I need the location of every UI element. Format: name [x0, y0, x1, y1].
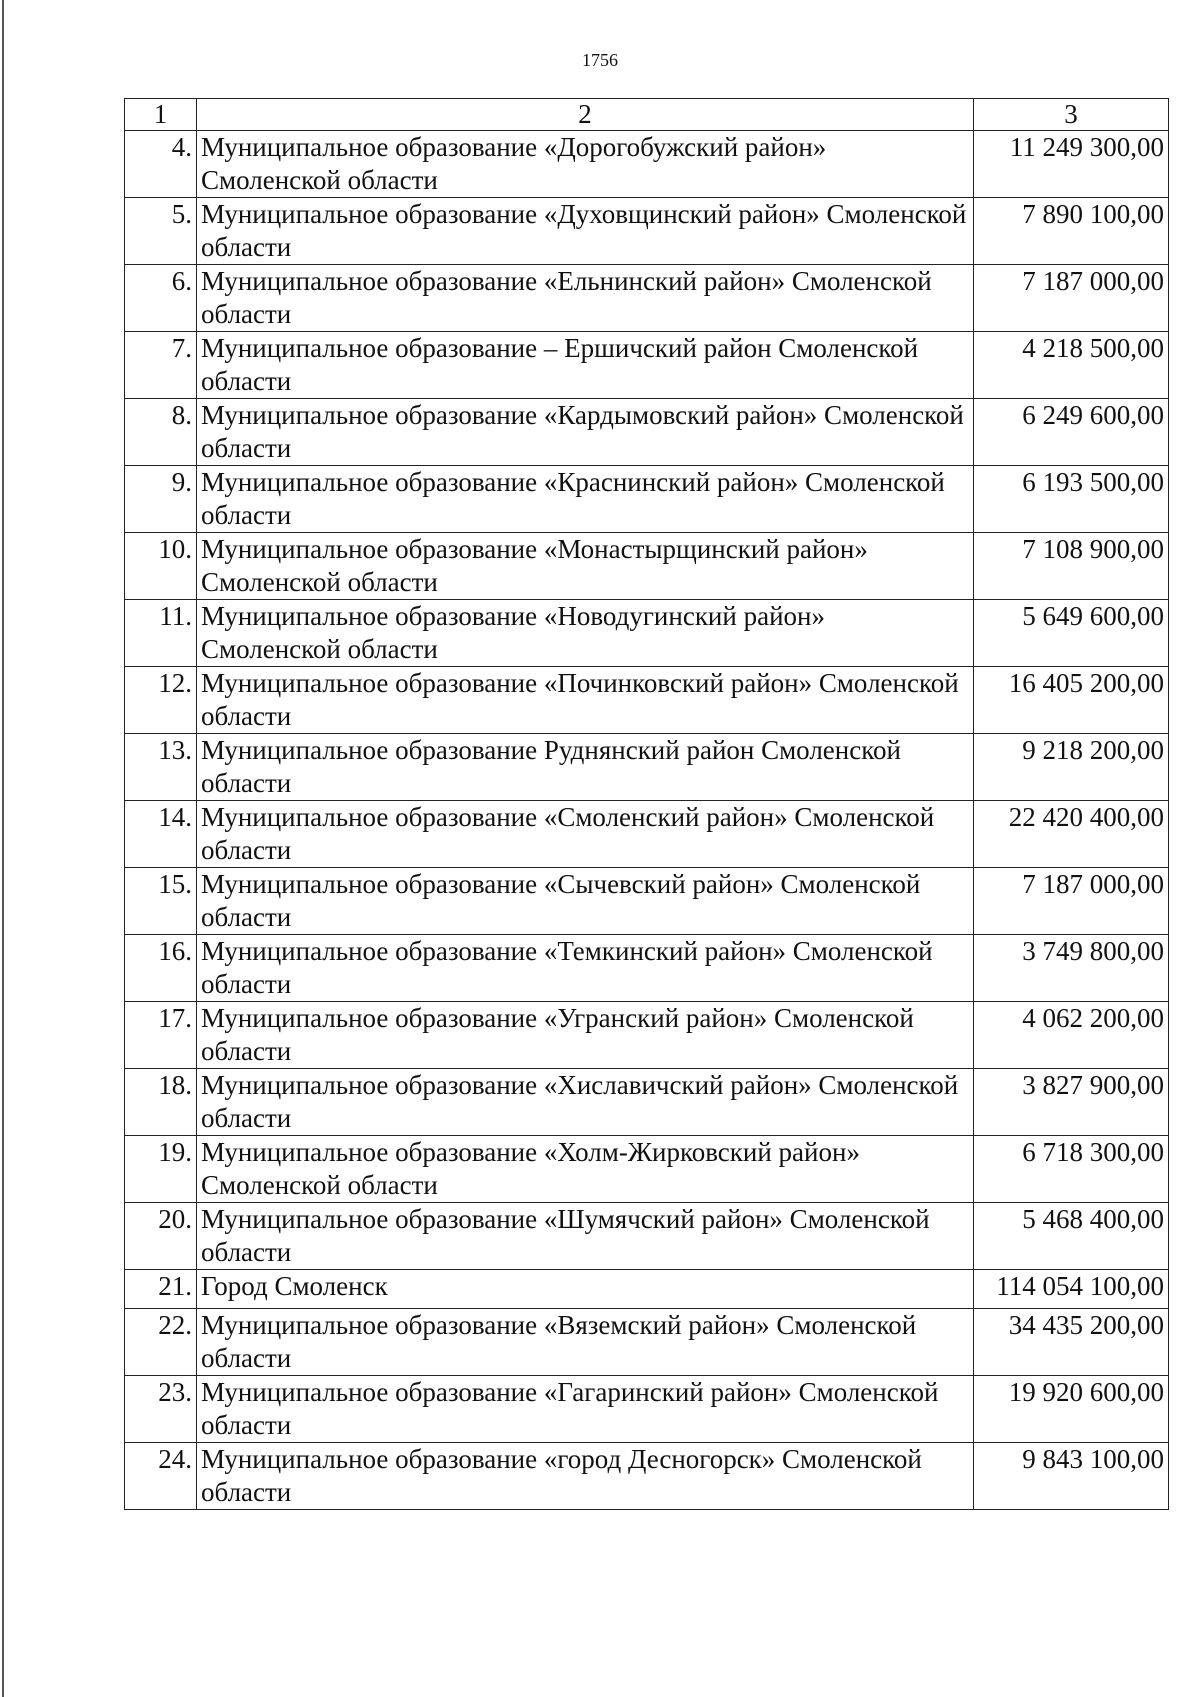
table-row: [125, 935, 1169, 1002]
amount-value: 7 890 100,00: [974, 198, 1169, 265]
row-number: 11.: [125, 600, 197, 667]
row-number: 18.: [125, 1069, 197, 1136]
municipality-name: Муниципальное образование «Новодугинский район» Смоленской области: [197, 600, 974, 667]
municipality-name: Муниципальное образование «Смоленский район» Смоленской области: [197, 801, 974, 868]
table-row: [125, 1136, 1169, 1203]
row-number: 23.: [125, 1376, 197, 1443]
table-row: [125, 1203, 1169, 1270]
amount-value: 11 249 300,00: [974, 131, 1169, 198]
municipality-name: Муниципальное образование «Хиславичский район» Смоленской области: [197, 1069, 974, 1136]
municipality-name: Муниципальное образование «Починковский район» Смоленской области: [197, 667, 974, 734]
page-number: 1756: [582, 50, 618, 70]
amount-value: 4 062 200,00: [974, 1002, 1169, 1069]
row-number: 6.: [125, 265, 197, 332]
amount-value: 6 718 300,00: [974, 1136, 1169, 1203]
municipality-name: Муниципальное образование Руднянский район Смоленской области: [197, 734, 974, 801]
row-number: 21.: [125, 1270, 197, 1309]
amount-value: 7 187 000,00: [974, 265, 1169, 332]
municipality-name: Муниципальное образование «Кардымовский район» Смоленской области: [197, 399, 974, 466]
amount-value: 7 187 000,00: [974, 868, 1169, 935]
municipality-name: Муниципальное образование «Ельнинский район» Смоленской области: [197, 265, 974, 332]
municipality-name: Муниципальное образование «Шумячский район» Смоленской области: [197, 1203, 974, 1270]
amount-value: 114 054 100,00: [974, 1270, 1169, 1309]
row-number: 16.: [125, 935, 197, 1002]
column-header: 3: [974, 99, 1169, 131]
municipality-name: Муниципальное образование «Краснинский район» Смоленской области: [197, 466, 974, 533]
row-number: 13.: [125, 734, 197, 801]
row-number: 10.: [125, 533, 197, 600]
column-header: 2: [197, 99, 974, 131]
amount-value: 3 749 800,00: [974, 935, 1169, 1002]
table-row: [125, 1002, 1169, 1069]
row-number: 22.: [125, 1309, 197, 1376]
table-row: [125, 868, 1169, 935]
amount-value: 9 843 100,00: [974, 1443, 1169, 1510]
municipality-name: Муниципальное образование «Духовщинский район» Смоленской области: [197, 198, 974, 265]
amount-value: 6 193 500,00: [974, 466, 1169, 533]
table-row: [125, 265, 1169, 332]
amount-value: 3 827 900,00: [974, 1069, 1169, 1136]
table-row: [125, 399, 1169, 466]
municipality-name: Муниципальное образование «Дорогобужский район» Смоленской области: [197, 131, 974, 198]
municipality-name: Город Смоленск: [197, 1270, 974, 1309]
municipality-name: Муниципальное образование «Монастырщинский район» Смоленской области: [197, 533, 974, 600]
row-number: 14.: [125, 801, 197, 868]
table-row: [125, 1443, 1169, 1510]
amount-value: 7 108 900,00: [974, 533, 1169, 600]
table-row: [125, 198, 1169, 265]
amount-value: 34 435 200,00: [974, 1309, 1169, 1376]
row-number: 15.: [125, 868, 197, 935]
row-number: 5.: [125, 198, 197, 265]
amount-value: 19 920 600,00: [974, 1376, 1169, 1443]
municipality-name: Муниципальное образование «Темкинский район» Смоленской области: [197, 935, 974, 1002]
row-number: 8.: [125, 399, 197, 466]
amount-value: 5 468 400,00: [974, 1203, 1169, 1270]
municipality-name: Муниципальное образование «Сычевский район» Смоленской области: [197, 868, 974, 935]
municipality-name: Муниципальное образование – Ершичский район Смоленской области: [197, 332, 974, 399]
row-number: 24.: [125, 1443, 197, 1510]
table-row: [125, 332, 1169, 399]
amount-value: 16 405 200,00: [974, 667, 1169, 734]
row-number: 9.: [125, 466, 197, 533]
table-row: [125, 801, 1169, 868]
table-row: [125, 1376, 1169, 1443]
row-number: 20.: [125, 1203, 197, 1270]
amount-value: 9 218 200,00: [974, 734, 1169, 801]
amount-value: 22 420 400,00: [974, 801, 1169, 868]
column-header: 1: [125, 99, 197, 131]
table-row: [125, 1270, 1169, 1309]
municipality-name: Муниципальное образование «Гагаринский район» Смоленской области: [197, 1376, 974, 1443]
row-number: 7.: [125, 332, 197, 399]
municipality-name: Муниципальное образование «Угранский район» Смоленской области: [197, 1002, 974, 1069]
table-row: [125, 533, 1169, 600]
table-row: [125, 466, 1169, 533]
table-row: [125, 667, 1169, 734]
row-number: 4.: [125, 131, 197, 198]
table-row: [125, 131, 1169, 198]
amount-value: 5 649 600,00: [974, 600, 1169, 667]
distribution-table: [124, 98, 1169, 1510]
page-edge: [2, 0, 4, 1697]
table-row: [125, 1309, 1169, 1376]
table-header-row: [125, 99, 1169, 131]
table-row: [125, 1069, 1169, 1136]
table-row: [125, 600, 1169, 667]
row-number: 19.: [125, 1136, 197, 1203]
row-number: 12.: [125, 667, 197, 734]
row-number: 17.: [125, 1002, 197, 1069]
municipality-name: Муниципальное образование «город Десногорск» Смоленской области: [197, 1443, 974, 1510]
amount-value: 4 218 500,00: [974, 332, 1169, 399]
table-row: [125, 734, 1169, 801]
municipality-name: Муниципальное образование «Вяземский район» Смоленской области: [197, 1309, 974, 1376]
municipality-name: Муниципальное образование «Холм-Жирковский район» Смоленской области: [197, 1136, 974, 1203]
amount-value: 6 249 600,00: [974, 399, 1169, 466]
